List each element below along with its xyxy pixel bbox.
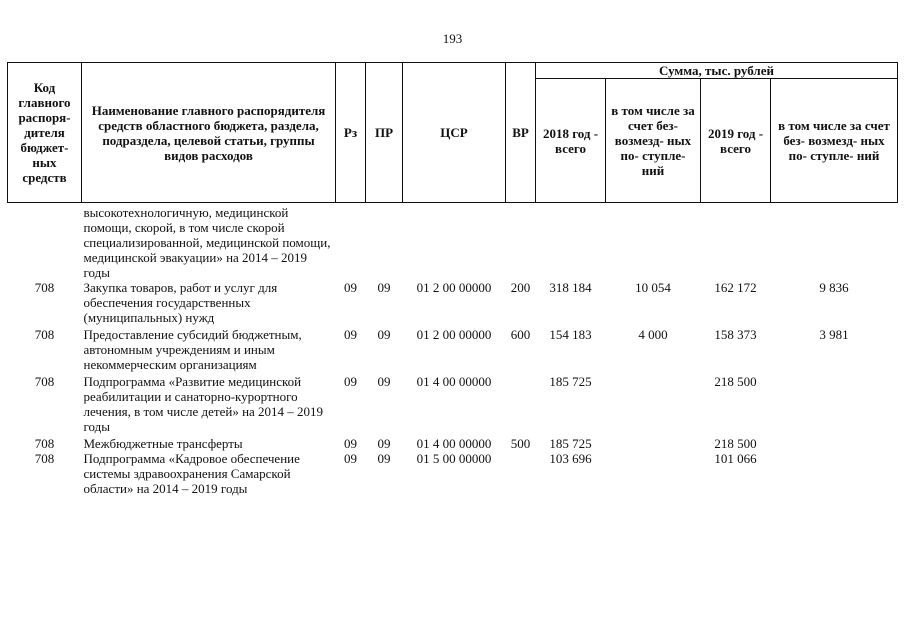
header-code: Код главного распоря- дителя бюджет- ных средств xyxy=(8,63,82,203)
cell-name: Предоставление субсидий бюджетным, автономным учреждениям и иным некоммерческим организациям xyxy=(83,327,302,372)
cell-code: 708 xyxy=(34,327,55,342)
cell-name: Закупка товаров, работ и услуг для обеспечения государственных (муниципальных) нужд xyxy=(83,280,278,325)
cell-csr: 01 4 00 00000 xyxy=(416,436,492,451)
cell-2019-gratuitous xyxy=(771,372,898,434)
budget-table xyxy=(7,62,898,496)
cell-2019-gratuitous: 3 981 xyxy=(819,327,849,342)
cell-code: 708 xyxy=(34,374,55,389)
cell-csr: 01 2 00 00000 xyxy=(416,327,492,342)
cell-pr: 09 xyxy=(377,327,391,342)
table-row xyxy=(8,434,898,451)
header-rz: Рз xyxy=(336,63,366,203)
cell-2018-total: 185 725 xyxy=(549,436,592,451)
header-csr: ЦСР xyxy=(403,63,506,203)
cell-2018-gratuitous xyxy=(606,434,701,451)
cell-2018-gratuitous: 4 000 xyxy=(638,327,668,342)
cell-2019-total: 158 373 xyxy=(714,327,757,342)
cell-rz: 09 xyxy=(344,327,357,342)
table-row xyxy=(8,280,898,325)
cell-csr: 01 4 00 00000 xyxy=(416,374,492,389)
cell-vr xyxy=(506,372,536,434)
header-sum-group: Сумма, тыс. рублей xyxy=(536,63,898,79)
cell-pr: 09 xyxy=(377,280,391,295)
cell-2019-gratuitous xyxy=(771,203,898,281)
cell-code: 708 xyxy=(34,280,55,295)
header-2018-total: 2018 год - всего xyxy=(536,79,606,203)
cell-rz: 09 xyxy=(344,374,357,389)
cell-2018-gratuitous: 10 054 xyxy=(635,280,671,295)
cell-2019-total: 101 066 xyxy=(714,451,757,466)
cell-2019-total: 218 500 xyxy=(714,436,757,451)
cell-vr: 200 xyxy=(510,280,531,295)
header-name: Наименование главного распорядителя средств областного бюджета, раздела, подраздела, целевой статьи, группы видов расходов xyxy=(82,63,336,203)
cell-csr xyxy=(403,203,506,281)
table-row xyxy=(8,203,898,281)
cell-2018-total: 103 696 xyxy=(549,451,592,466)
cell-2018-total: 318 184 xyxy=(549,280,592,295)
cell-rz: 09 xyxy=(344,451,357,466)
cell-rz xyxy=(336,203,366,281)
header-pr: ПР xyxy=(366,63,403,203)
cell-csr: 01 5 00 00000 xyxy=(416,451,492,466)
cell-rz: 09 xyxy=(344,280,357,295)
table-body xyxy=(8,203,898,497)
cell-2019-gratuitous xyxy=(771,451,898,496)
header-2018-gratuitous: в том числе за счет без- возмезд- ных по- ступле- ний xyxy=(606,79,701,203)
table-row xyxy=(8,451,898,496)
cell-name: Подпрограмма «Кадровое обеспечение системы здравоохранения Самарской области» на 2014 – 2019 годы xyxy=(83,451,300,496)
cell-code: 708 xyxy=(34,451,55,466)
cell-rz: 09 xyxy=(344,436,357,451)
cell-2019-total: 162 172 xyxy=(714,280,757,295)
cell-code xyxy=(8,203,82,281)
table-row xyxy=(8,325,898,372)
cell-2018-gratuitous xyxy=(606,372,701,434)
page-number: 193 xyxy=(442,31,463,46)
cell-2018-gratuitous xyxy=(606,451,701,496)
cell-2018-total: 185 725 xyxy=(549,374,592,389)
cell-name: Межбюджетные трансферты xyxy=(83,436,243,451)
cell-pr: 09 xyxy=(377,451,391,466)
cell-2019-total xyxy=(701,203,771,281)
cell-vr xyxy=(506,451,536,496)
cell-2018-total xyxy=(536,203,606,281)
cell-2019-gratuitous xyxy=(771,434,898,451)
cell-pr xyxy=(366,203,403,281)
cell-2019-gratuitous: 9 836 xyxy=(819,280,849,295)
cell-pr: 09 xyxy=(377,436,391,451)
cell-pr: 09 xyxy=(377,374,391,389)
cell-vr: 500 xyxy=(510,436,531,451)
cell-2018-total: 154 183 xyxy=(549,327,592,342)
cell-csr: 01 2 00 00000 xyxy=(416,280,492,295)
cell-2019-total: 218 500 xyxy=(714,374,757,389)
cell-name: Подпрограмма «Развитие медицинской реабилитации и санаторно-курортного лечения, в том числе детей» на 2014 – 2019 годы xyxy=(83,374,324,434)
header-2019-total: 2019 год - всего xyxy=(701,79,771,203)
table-row xyxy=(8,372,898,434)
cell-vr: 600 xyxy=(510,327,531,342)
cell-2018-gratuitous xyxy=(606,203,701,281)
header-2019-gratuitous: в том числе за счет без- возмезд- ных по- ступле- ний xyxy=(771,79,898,203)
cell-name: высокотехнологичную, медицинской помощи, скорой, в том числе скорой специализированной, медицинской помощи, медицинской эвакуации» на 2014 – 2019 годы xyxy=(83,205,331,280)
cell-vr xyxy=(506,203,536,281)
cell-code: 708 xyxy=(34,436,55,451)
table-header xyxy=(8,63,898,203)
header-vr: ВР xyxy=(506,63,536,203)
